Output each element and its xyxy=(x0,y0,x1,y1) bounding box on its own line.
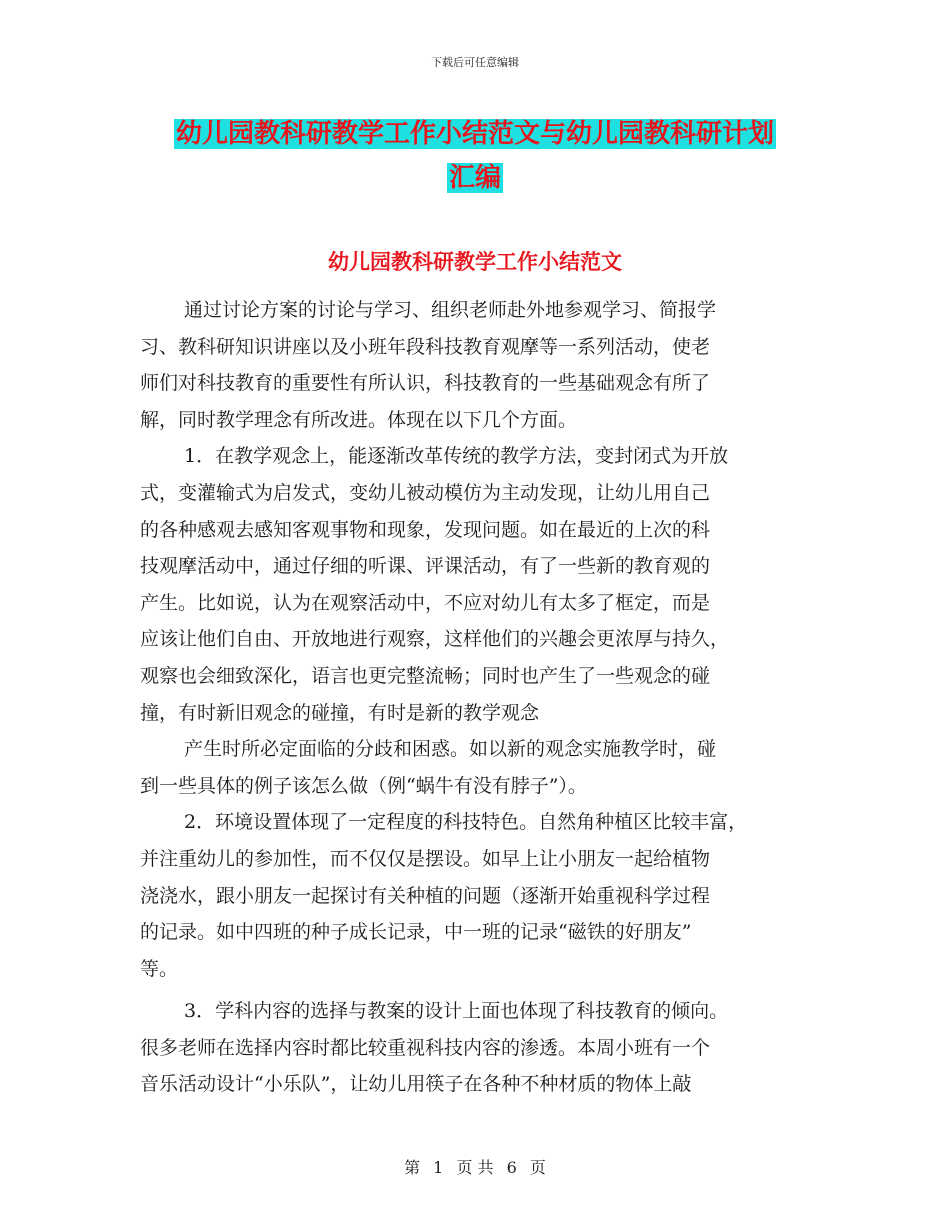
text-line: 到一些具体的例子该怎么做（例“蜗牛有没有脖子”）。 xyxy=(140,774,587,797)
title-line-2: 汇编 xyxy=(448,163,501,193)
text-line: 应该让他们自由、开放地进行观察，这样他们的兴趣会更浓厚与持久， xyxy=(140,628,730,651)
text-line: 产生时所必定面临的分歧和困惑。如以新的观念实施教学时，碰 xyxy=(184,738,717,761)
text-line: 并注重幼儿的参加性，而不仅仅是摆设。如早上让小朋友一起给植物 xyxy=(140,847,711,870)
footer-prefix: 第 xyxy=(404,1158,421,1177)
text-line: 产生。比如说，认为在观察活动中，不应对幼儿有太多了框定，而是 xyxy=(140,591,711,614)
text-line: 技观摩活动中，通过仔细的听课、评课活动，有了一些新的教育观的 xyxy=(140,555,711,578)
text-line: 师们对科技教育的重要性有所认识，科技教育的一些基础观念有所了 xyxy=(140,372,711,395)
footer-total-pages: 6 xyxy=(506,1158,517,1177)
page-footer xyxy=(0,1155,950,1178)
text-line: 浇浇水，跟小朋友一起探讨有关种植的问题（逐渐开始重视科学过程 xyxy=(140,884,711,907)
text-line: 的记录。如中四班的种子成长记录，中一班的记录“磁铁的好朋友” xyxy=(140,921,692,944)
text-line: 2．环境设置体现了一定程度的科技特色。自然角种植区比较丰富， xyxy=(184,811,748,834)
text-line: 1．在教学观念上，能逐渐改革传统的教学方法，变封闭式为开放 xyxy=(184,445,729,468)
text-line: 式，变灌输式为启发式，变幼儿被动模仿为主动发现，让幼儿用自己 xyxy=(140,481,711,504)
footer-suffix: 页 xyxy=(529,1158,546,1177)
footer-mid: 页 共 xyxy=(456,1158,494,1177)
text-line: 撞，有时新旧观念的碰撞，有时是新的教学观念 xyxy=(140,701,540,724)
document-title xyxy=(0,112,950,200)
text-line: 3．学科内容的选择与教案的设计上面也体现了科技教育的倾向。 xyxy=(184,1000,729,1023)
text-line: 音乐活动设计“小乐队”，让幼儿用筷子在各种不种材质的物体上敲 xyxy=(140,1073,692,1096)
section-title: 幼儿园教科研教学工作小结范文 xyxy=(328,249,622,274)
page-header-note: 下载后可任意编辑 xyxy=(431,56,519,69)
text-line: 习、教科研知识讲座以及小班年段科技教育观摩等一系列活动，使老 xyxy=(140,335,711,358)
footer-page-number: 1 xyxy=(433,1158,444,1177)
document-body xyxy=(140,292,810,1103)
text-line: 解，同时教学理念有所改进。体现在以下几个方面。 xyxy=(140,408,578,431)
text-line: 观察也会细致深化，语言也更完整流畅；同时也产生了一些观念的碰 xyxy=(140,664,711,687)
text-line: 通过讨论方案的讨论与学习、组织老师赴外地参观学习、简报学 xyxy=(184,299,717,321)
title-line-1: 幼儿园教科研教学工作小结范文与幼儿园教科研计划 xyxy=(175,119,774,149)
text-line: 很多老师在选择内容时都比较重视科技内容的渗透。本周小班有一个 xyxy=(140,1036,711,1059)
text-line: 的各种感观去感知客观事物和现象，发现问题。如在最近的上次的科 xyxy=(140,518,711,541)
text-line: 等。 xyxy=(140,957,179,980)
